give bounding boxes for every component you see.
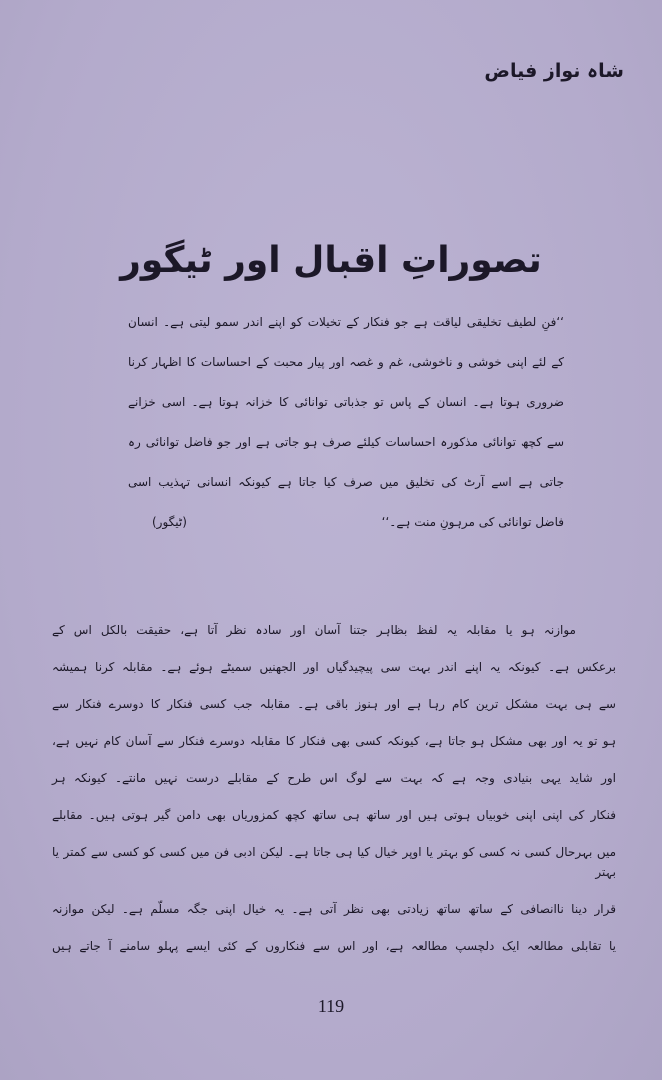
quote-attribution: (ٹیگور)	[152, 515, 187, 529]
body-line: موازنہ ہو یا مقابلہ یہ لفظ بظاہر جتنا آسان اور سادہ نظر آتا ہے، حقیقت بالکل اس کے	[52, 623, 576, 637]
body-line: اور شاید یہی بنیادی وجہ ہے کہ بہت سے لوگ اس طرح کے مقابلے درست نہیں مانتے۔ کیونکہ ہر	[52, 771, 616, 785]
quote-line: جاتی ہے اسے آرٹ کی تخلیق میں صرف کیا جاتا ہے کیونکہ انسانی تہذیب اسی	[128, 475, 564, 489]
quote-line: فاضل توانائی کی مرہونِ منت ہے۔‘‘	[381, 515, 564, 529]
page-number: 119	[317, 996, 345, 1016]
running-header-author: شاہ نواز فیاض	[484, 60, 624, 82]
epigraph-quote	[128, 312, 564, 532]
body-line: یا تقابلی مطالعہ ایک دلچسپ مطالعہ ہے، اور اس سے فنکاروں کے کئی ایسے پہلو سامنے آ جاتے ہیں	[52, 939, 616, 953]
body-line: میں بہرحال کسی نہ کسی کو بہتر یا اوپر خیال کیا ہی جاتا ہے۔ لیکن ادبی فن میں کسی کو کسی سے کمتر یا بہتر	[52, 845, 616, 879]
body-line: ہو تو یہ اور بھی مشکل ہو جاتا ہے، کیونکہ کسی بھی فنکار کا مقابلہ دوسرے فنکار سے آسان کام نہیں ہے،	[52, 734, 616, 748]
body-paragraph	[52, 620, 616, 973]
quote-line: ضروری ہوتا ہے۔ انسان کے پاس تو جذباتی توانائی کا خزانہ ہوتا ہے۔ اسی خزانے	[128, 395, 564, 409]
quote-last-row	[128, 512, 564, 532]
body-line: فنکار کی اپنی اپنی خوبیاں ہوتی ہیں اور ساتھ ہی ساتھ کچھ کمزوریاں بھی دامن گیر ہوتی ہیں۔ مقابلے	[52, 808, 616, 822]
chapter-title: تصوراتِ اقبال اور ٹیگور	[120, 240, 542, 281]
quote-line: کے لئے اپنی خوشی و ناخوشی، غم و غصہ اور پیار محبت کے احساسات کا اظہار کرنا	[128, 355, 564, 369]
quote-line: سے کچھ توانائی مذکورہ احساسات کیلئے صرف ہو جاتی ہے اور جو فاضل توانائی رہ	[128, 435, 564, 449]
quote-line: ‘‘فنِ لطیف تخلیقی لیاقت ہے جو فنکار کے تخیلات کو اپنے اندر سمو لیتی ہے۔ انسان	[128, 315, 564, 329]
body-line: برعکس ہے۔ کیونکہ یہ اپنے اندر بہت سی پیچیدگیاں اور الجھنیں سمیٹے ہوئے ہے۔ مقابلہ کرنا ہمیشہ	[52, 660, 616, 674]
body-line: سے ہی بہت مشکل ترین کام رہا ہے اور ہنوز باقی ہے۔ مقابلہ جب کسی فنکار کا دوسرے فنکار سے	[52, 697, 616, 711]
body-line: قرار دینا ناانصافی کے ساتھ ساتھ زیادتی بھی نظر آتی ہے۔ یہ خیال اپنی جگہ مسلّم ہے۔ لیکن موازنہ	[52, 902, 616, 916]
